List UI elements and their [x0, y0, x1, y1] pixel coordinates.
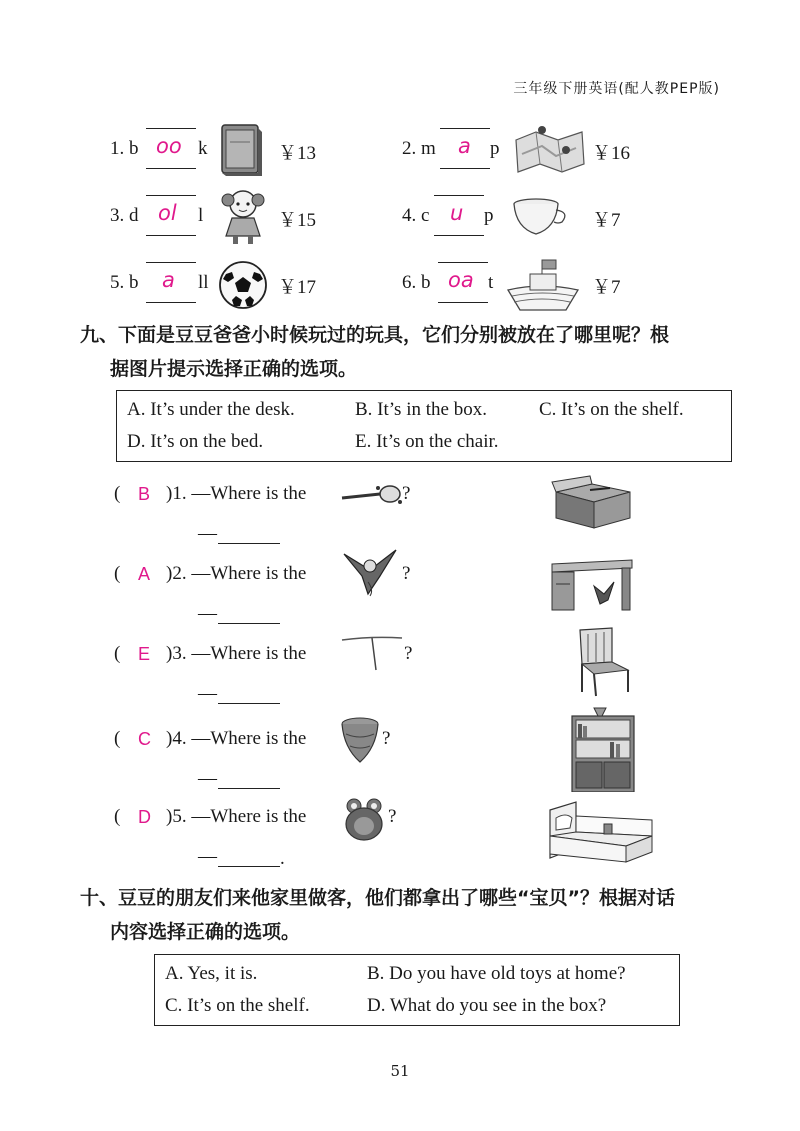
map-picture: [512, 124, 588, 174]
question-text: )2. —Where is the: [166, 563, 307, 584]
reply-dash: —: [198, 523, 217, 544]
ball-picture: [218, 260, 268, 310]
option-b: B. Do you have old toys at home?: [367, 963, 626, 984]
chair-picture: [572, 626, 632, 698]
shelf-picture: [570, 706, 636, 792]
price: ￥17: [278, 277, 317, 298]
option-a: A. Yes, it is.: [165, 963, 258, 984]
spelling-suffix: ll: [198, 272, 209, 293]
spelling-suffix: p: [490, 138, 500, 159]
paren-open: (: [114, 483, 121, 504]
book-picture: [218, 122, 266, 178]
doll-picture: [218, 186, 268, 248]
spelling-answer: a: [458, 134, 471, 158]
section9-options-box: [116, 390, 732, 462]
question-4: [114, 728, 434, 798]
section10-title-line1: 十、豆豆的朋友们来他家里做客，他们都拿出了哪些“宝贝”？根据对话: [80, 887, 675, 909]
question-mark: ?: [402, 483, 411, 504]
rattle-drum-toy: [340, 484, 404, 506]
answer-2[interactable]: A: [138, 564, 151, 584]
spelling-prefix: 1. b: [110, 138, 139, 159]
question-mark: ?: [402, 563, 411, 584]
spinning-top-toy: [338, 716, 384, 764]
spelling-prefix: 6. b: [402, 272, 431, 293]
spelling-suffix: t: [488, 272, 494, 293]
reply-period: .: [280, 848, 285, 869]
spelling-prefix: 4. c: [402, 205, 430, 226]
answer-4[interactable]: C: [138, 729, 151, 749]
question-mark: ?: [382, 728, 391, 749]
question-text: )5. —Where is the: [166, 806, 307, 827]
question-mark: ?: [404, 643, 413, 664]
box-picture: [550, 474, 634, 530]
spelling-prefix: 3. d: [110, 205, 139, 226]
spelling-answer: u: [450, 201, 464, 225]
cup-picture: [510, 196, 572, 238]
section9-title-line1: 九、下面是豆豆爸爸小时候玩过的玩具，它们分别被放在了哪里呢？根: [80, 324, 670, 346]
boat-picture: [504, 258, 582, 316]
reply-dash: —: [198, 846, 217, 867]
option-d: D. What do you see in the box?: [367, 995, 607, 1016]
desk-picture: [548, 556, 636, 612]
option-a: A. It’s under the desk.: [127, 399, 295, 420]
section10-title-line2: 内容选择正确的选项。: [110, 921, 301, 943]
spelling-answer: oo: [156, 134, 182, 158]
price: ￥13: [278, 143, 317, 164]
spelling-answer: oa: [448, 268, 474, 292]
answer-5[interactable]: D: [138, 807, 151, 827]
price: ￥7: [592, 277, 621, 298]
page-number: 51: [390, 1062, 410, 1080]
kite-toy: [340, 546, 400, 598]
spelling-answer: a: [162, 268, 175, 292]
answer-1[interactable]: B: [138, 484, 151, 504]
price: ￥7: [592, 210, 621, 231]
spelling-suffix: p: [484, 205, 494, 226]
paren-open: (: [114, 806, 121, 827]
question-mark: ?: [388, 806, 397, 827]
question-text: )4. —Where is the: [166, 728, 307, 749]
reply-dash: —: [198, 768, 217, 789]
spelling-suffix: l: [198, 205, 204, 226]
price: ￥16: [592, 143, 631, 164]
option-d: D. It’s on the bed.: [127, 431, 264, 452]
section9-title-line2: 据图片提示选择正确的选项。: [110, 358, 358, 380]
option-c: C. It’s on the shelf.: [165, 995, 310, 1016]
paren-open: (: [114, 563, 121, 584]
reply-dash: —: [198, 603, 217, 624]
reply-dash: —: [198, 683, 217, 704]
section10-title: [80, 881, 675, 949]
bamboo-dragonfly-toy: [340, 634, 404, 674]
question-text: )3. —Where is the: [166, 643, 307, 664]
bed-picture: [546, 796, 656, 866]
option-c: C. It’s on the shelf.: [539, 399, 684, 420]
book-header: 三年级下册英语(配人教PEP版): [513, 81, 720, 97]
section10-options-box: [154, 954, 680, 1026]
spelling-prefix: 2. m: [402, 138, 436, 159]
frog-toy: [340, 796, 388, 842]
paren-open: (: [114, 728, 121, 749]
spelling-answer: ol: [158, 201, 177, 225]
spelling-suffix: k: [198, 138, 208, 159]
option-b: B. It’s in the box.: [355, 399, 487, 420]
question-text: )1. —Where is the: [166, 483, 307, 504]
price: ￥15: [278, 210, 317, 231]
section9-title: [80, 318, 669, 386]
spelling-prefix: 5. b: [110, 272, 139, 293]
option-e: E. It’s on the chair.: [355, 431, 499, 452]
answer-3[interactable]: E: [138, 644, 151, 664]
paren-open: (: [114, 643, 121, 664]
